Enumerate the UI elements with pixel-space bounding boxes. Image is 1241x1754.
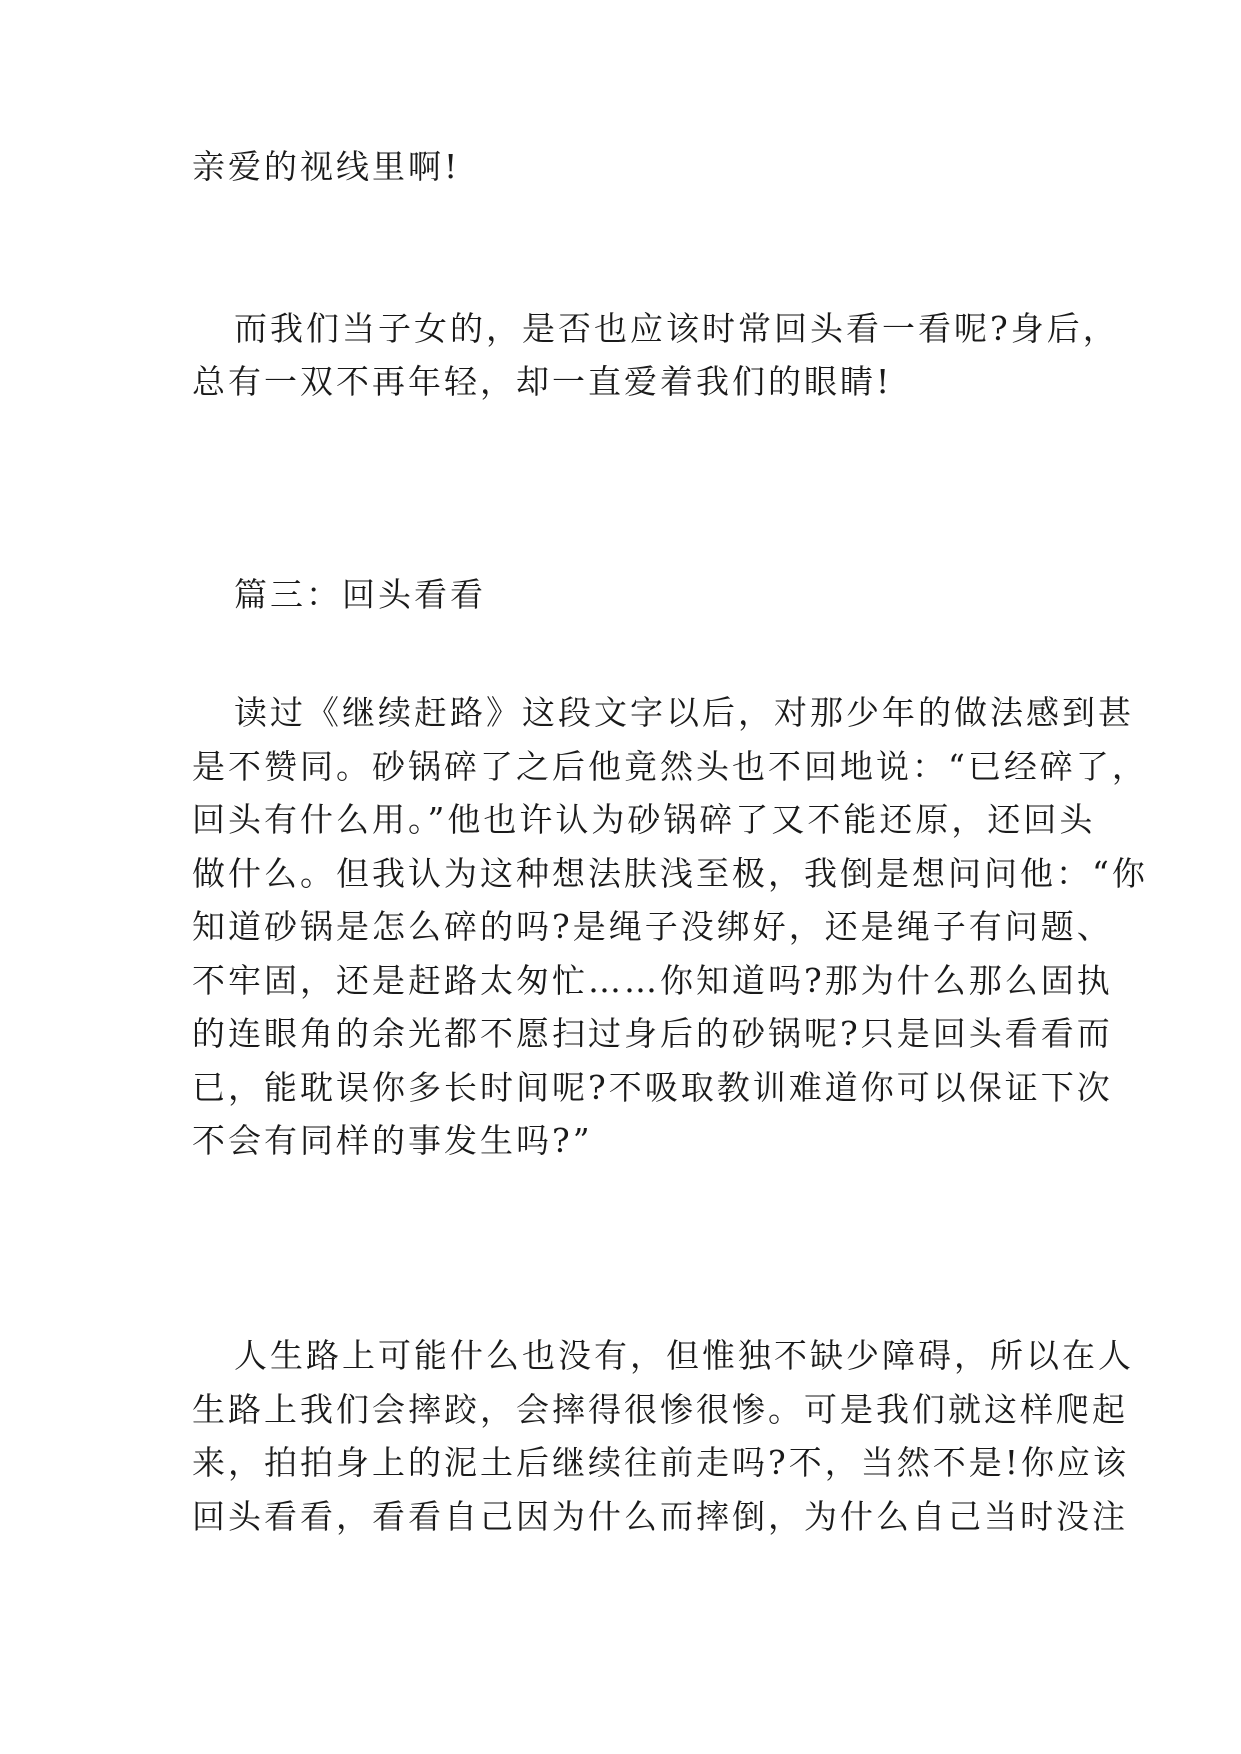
paragraph-line: 而我们当子女的，是否也应该时常回头看一看呢?身后， [234, 309, 1119, 348]
paragraph-line: 亲爱的视线里啊! [192, 147, 461, 186]
paragraph-line: 生路上我们会摔跤，会摔得很惨很惨。可是我们就这样爬起 [192, 1390, 1128, 1429]
paragraph-line: 读过《继续赶路》这段文字以后，对那少年的做法感到甚 [234, 693, 1134, 732]
paragraph-line: 总有一双不再年轻，却一直爱着我们的眼睛! [192, 362, 893, 401]
paragraph-line: 知道砂锅是怎么碎的吗?是绳子没绑好，还是绳子有问题、 [192, 907, 1113, 946]
paragraph-line: 回头看看，看看自己因为什么而摔倒，为什么自己当时没注 [192, 1497, 1128, 1536]
paragraph-line: 做什么。但我认为这种想法肤浅至极，我倒是想问问他：“你 [192, 854, 1148, 893]
paragraph-line: 人生路上可能什么也没有，但惟独不缺少障碍，所以在人 [234, 1336, 1134, 1375]
paragraph-line: 的连眼角的余光都不愿扫过身后的砂锅呢?只是回头看看而 [192, 1014, 1113, 1053]
paragraph-line: 已，能耽误你多长时间呢?不吸取教训难道你可以保证下次 [192, 1068, 1113, 1107]
paragraph-line: 是不赞同。砂锅碎了之后他竟然头也不回地说：“已经碎了， [192, 747, 1148, 786]
paragraph-line: 回头有什么用。”他也许认为砂锅碎了又不能还原，还回头 [192, 800, 1096, 839]
section-heading: 篇三：回头看看 [234, 575, 486, 614]
paragraph-line: 不会有同样的事发生吗?” [192, 1121, 593, 1160]
paragraph-line: 不牢固，还是赶路太匆忙……你知道吗?那为什么那么固执 [192, 961, 1113, 1000]
paragraph-line: 来，拍拍身上的泥土后继续往前走吗?不，当然不是!你应该 [192, 1443, 1129, 1482]
